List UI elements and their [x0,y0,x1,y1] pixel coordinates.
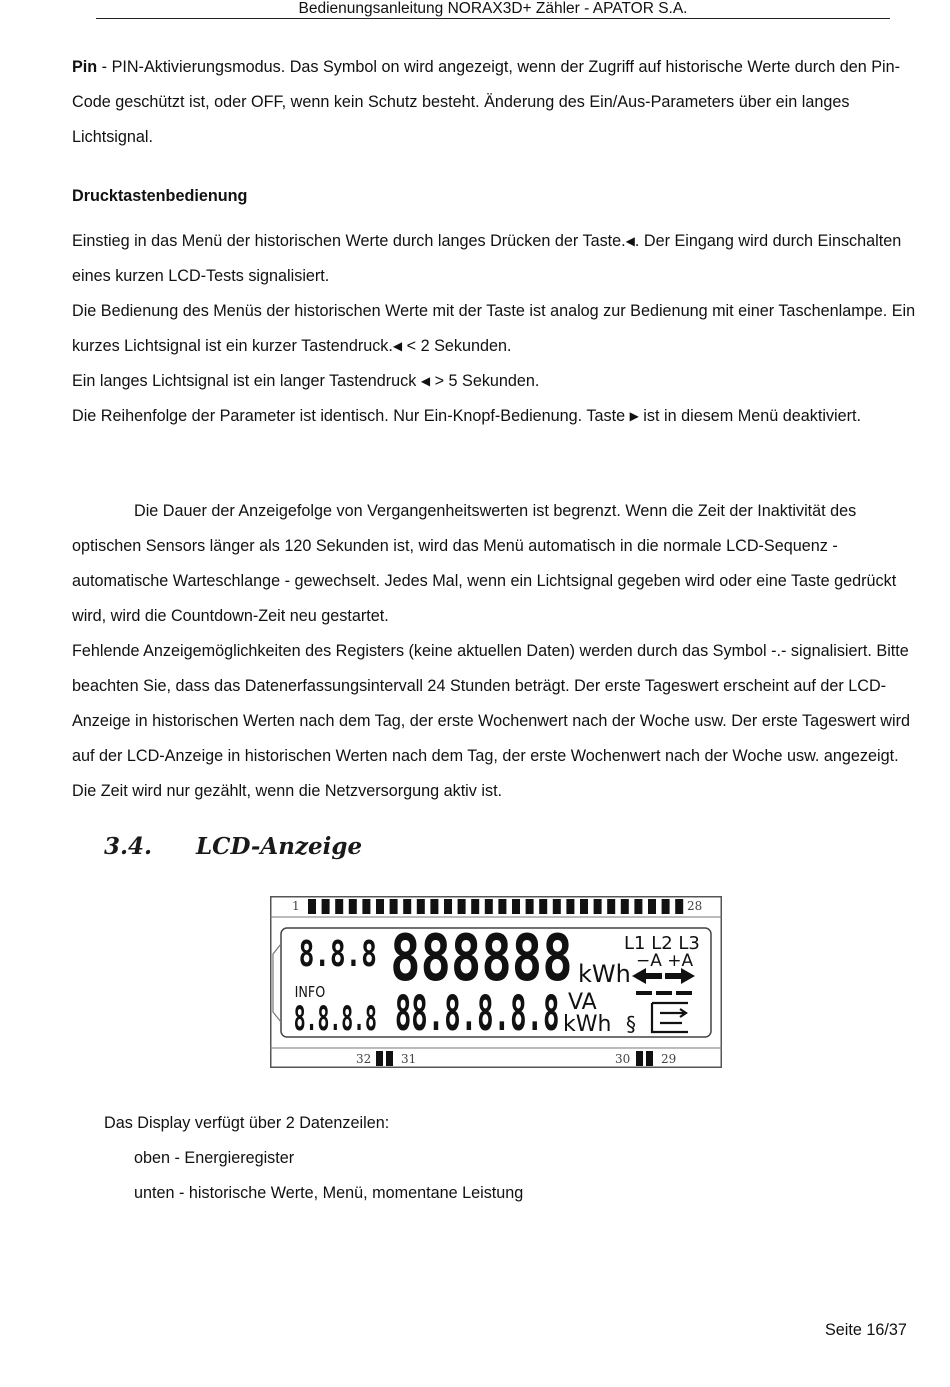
direction-indicators: −A +A [636,951,694,971]
button-paragraph-1 [72,224,922,294]
missing-data-paragraph: Fehlende Anzeigemöglichkeiten des Registers (keine aktuellen Daten) werden durch das Symbol -.- signalisiert. Bitte beachten Sie, dass das Datenerfassungsintervall 24 Stunden beträgt. Der erste Tageswert erscheint auf der LCD-Anzeige in historischen Werten nach dem Tag, der erste Wochenwert nach der Woche usw. Der erste Tageswert wird auf der LCD-Anzeige in historischen Werten nach dem Tag, der erste Wochenwert nach der Woche usw. angezeigt. Die Zeit wird nur gezählt, wenn die Netzversorgung aktiv ist. [72,642,910,800]
segment-bar [648,899,656,914]
segment-bar [594,899,602,914]
top-big-digits: 888888 [390,920,573,996]
info-label: INFO [294,984,326,1002]
segment-bar [390,899,398,914]
timeout-paragraph: Die Dauer der Anzeigefolge von Vergangenheitswerten ist begrenzt. Wenn die Zeit der Inaktivität des optischen Sensors länger als 120 Sekunden ist, wird das Menü automatisch in die normale LCD-Sequenz - automatische Warteschlange - gewechselt. Jedes Mal, wenn ein Lichtsignal gegeben wird oder eine Taste gedrückt wird, wird die Countdown-Zeit neu gestartet. [72,502,897,625]
segment-bar [362,899,370,914]
lcd-diagram-svg [270,896,722,1068]
marker-28: 28 [687,899,703,913]
unit-kwh: kWh [563,1012,612,1037]
list-item: oben - Energieregister [134,1149,295,1167]
data-lines-intro: Das Display verfügt über 2 Datenzeilen: [104,1114,390,1132]
segment-bar [675,899,683,914]
segment-bar [512,899,520,914]
pin-text: - PIN-Aktivierungsmodus. Das Symbol on wird angezeigt, wenn der Zugriff auf historische Werte durch den Pin-Code geschützt ist, oder OFF, wenn kein Schutz besteht. Änderung des Ein/Aus-Parameters über ein langes Lichtsignal. [72,58,901,146]
segment-bar [580,899,588,914]
dash-segments-icon [636,991,692,995]
button-text-3b: > 5 Sekunden. [430,372,540,390]
data-lines-list [104,1106,523,1211]
button-paragraph-4 [72,399,922,434]
button-text-1b: . Der Eingang wird durch Einschalten eines kurzen LCD-Tests signalisiert. [72,232,902,285]
pin-paragraph [72,50,922,155]
button-operation-heading: Drucktastenbedienung [72,187,248,205]
marker-31: 31 [401,1052,417,1066]
segment-bar [539,899,547,914]
segment-bar [662,899,670,914]
segment-bar [430,899,438,914]
section-number: 3.4. [104,833,153,860]
section-title: LCD-Anzeige [196,833,363,860]
marker-30: 30 [615,1052,631,1066]
segment-bar [444,899,452,914]
left-triangle-icon: ◀ [625,234,635,248]
button-paragraph-2 [72,294,922,364]
bottom-big-digits: 88.8.8.8.8 [394,986,560,1043]
segment-bar [417,899,425,914]
segment-bar [471,899,479,914]
segment-bar [322,899,330,914]
button-text-4b: ist in diesem Menü deaktiviert. [638,407,862,425]
paragraph-sign: § [626,1012,636,1036]
button-text-4a: Die Reihenfolge der Parameter ist identisch. Nur Ein-Knopf-Bedienung. Taste [72,407,630,425]
phase-indicators: L1 L2 L3 [624,933,700,954]
list-item: unten - historische Werte, Menü, momentane Leistung [134,1184,524,1202]
segment-bar [566,899,574,914]
page-number: Seite 16/37 [825,1321,907,1339]
right-triangle-icon: ▶ [629,409,639,423]
page-header: Bedienungsanleitung NORAX3D+ Zähler - APATOR S.A. [96,0,890,19]
lcd-display-diagram [270,896,722,1068]
marker-29: 29 [661,1052,677,1066]
segment-bar [485,899,493,914]
button-paragraph-3 [72,364,922,399]
segment-bar [403,899,411,914]
top-unit-kwh: kWh [578,960,631,988]
segment-bar [376,899,384,914]
left-triangle-icon: ◀ [392,339,403,353]
unit-va: VA [568,990,597,1015]
pin-term: Pin [72,58,98,76]
segment-bar [458,899,466,914]
segment-bar [553,899,561,914]
segment-bar [634,899,642,914]
segment-bar [621,899,629,914]
marker-32: 32 [356,1052,372,1066]
button-text-1a: Einstieg in das Menü der historischen Werte durch langes Drücken der Taste. [72,232,626,250]
segment-bar [526,899,534,914]
button-text-2b: < 2 Sekunden. [402,337,512,355]
segment-bar [335,899,343,914]
section-heading [104,833,362,860]
bottom-small-digits: 8.8.8.8 [293,998,377,1039]
segment-bar [349,899,357,914]
segment-bar [607,899,615,914]
segment-bar [308,899,316,914]
button-text-2a: Die Bedienung des Menüs der historischen Werte mit der Taste ist analog zur Bedienung mit einer Taschenlampe. Ein kurzes Lichtsignal ist ein kurzer Tastendruck. [72,302,916,355]
left-triangle-icon: ◀ [420,374,431,388]
segment-bar [498,899,506,914]
marker-1: 1 [292,899,300,913]
top-small-digits: 8.8.8 [298,933,377,976]
button-text-3a: Ein langes Lichtsignal ist ein langer Tastendruck [72,372,421,390]
